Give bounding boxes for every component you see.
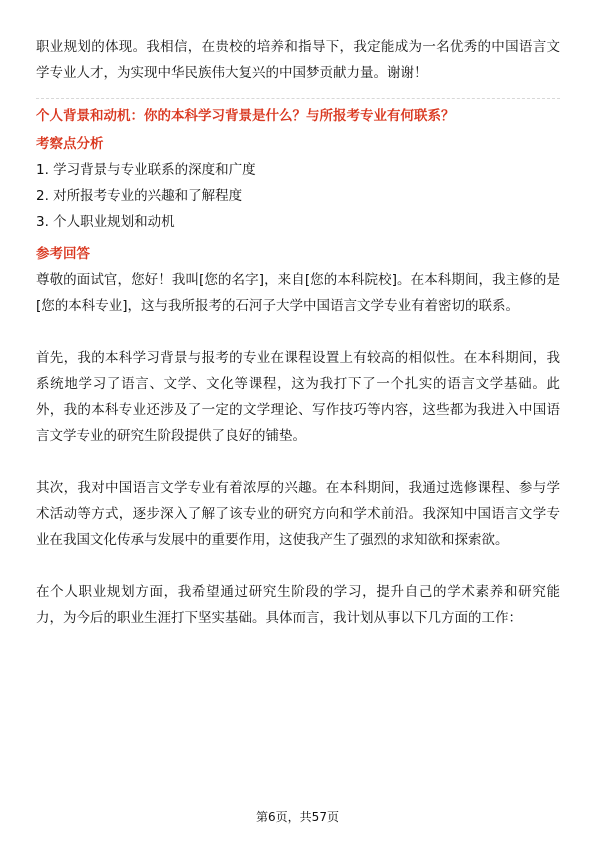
section-divider bbox=[36, 98, 560, 99]
answer-paragraph: 在个人职业规划方面，我希望通过研究生阶段的学习，提升自己的学术素养和研究能力，为今后的职业生涯打下坚实基础。具体而言，我计划从事以下几方面的工作： bbox=[36, 584, 560, 626]
analysis-point: 2. 对所报考专业的兴趣和了解程度 bbox=[36, 188, 243, 204]
answer-heading: 参考回答 bbox=[36, 246, 90, 262]
page-number-footer: 第6页，共57页 bbox=[256, 810, 339, 824]
page-content bbox=[36, 34, 560, 631]
answer-paragraph: 首先，我的本科学习背景与报考的专业在课程设置上有较高的相似性。在本科期间，我系统地学习了语言、文学、文化等课程，这为我打下了一个扎实的语言文学基础。此外，我的本科专业还涉及了一定的文学理论、写作技巧等内容，这些都为我进入中国语言文学专业的研究生阶段提供了良好的铺垫。 bbox=[36, 350, 560, 444]
analysis-heading: 考察点分析 bbox=[36, 136, 104, 152]
answer-paragraph: 尊敬的面试官，您好！我叫[您的名字]，来自[您的本科院校]。在本科期间，我主修的是[您的本科专业]，这与我所报考的石河子大学中国语言文学专业有着密切的联系。 bbox=[36, 272, 560, 314]
analysis-points-list bbox=[36, 157, 560, 235]
intro-paragraph: 职业规划的体现。我相信，在贵校的培养和指导下，我定能成为一名优秀的中国语言文学专业人才，为实现中华民族伟大复兴的中国梦贡献力量。谢谢！ bbox=[36, 39, 560, 81]
question-heading: 个人背景和动机：你的本科学习背景是什么？与所报考专业有何联系？ bbox=[36, 108, 455, 124]
analysis-point: 1. 学习背景与专业联系的深度和广度 bbox=[36, 162, 256, 178]
analysis-point: 3. 个人职业规划和动机 bbox=[36, 214, 175, 230]
answer-paragraph: 其次，我对中国语言文学专业有着浓厚的兴趣。在本科期间，我通过选修课程、参与学术活动等方式，逐步深入了解了该专业的研究方向和学术前沿。我深知中国语言文学专业在我国文化传承与发展中的重要作用，这使我产生了强烈的求知欲和探索欲。 bbox=[36, 480, 560, 548]
